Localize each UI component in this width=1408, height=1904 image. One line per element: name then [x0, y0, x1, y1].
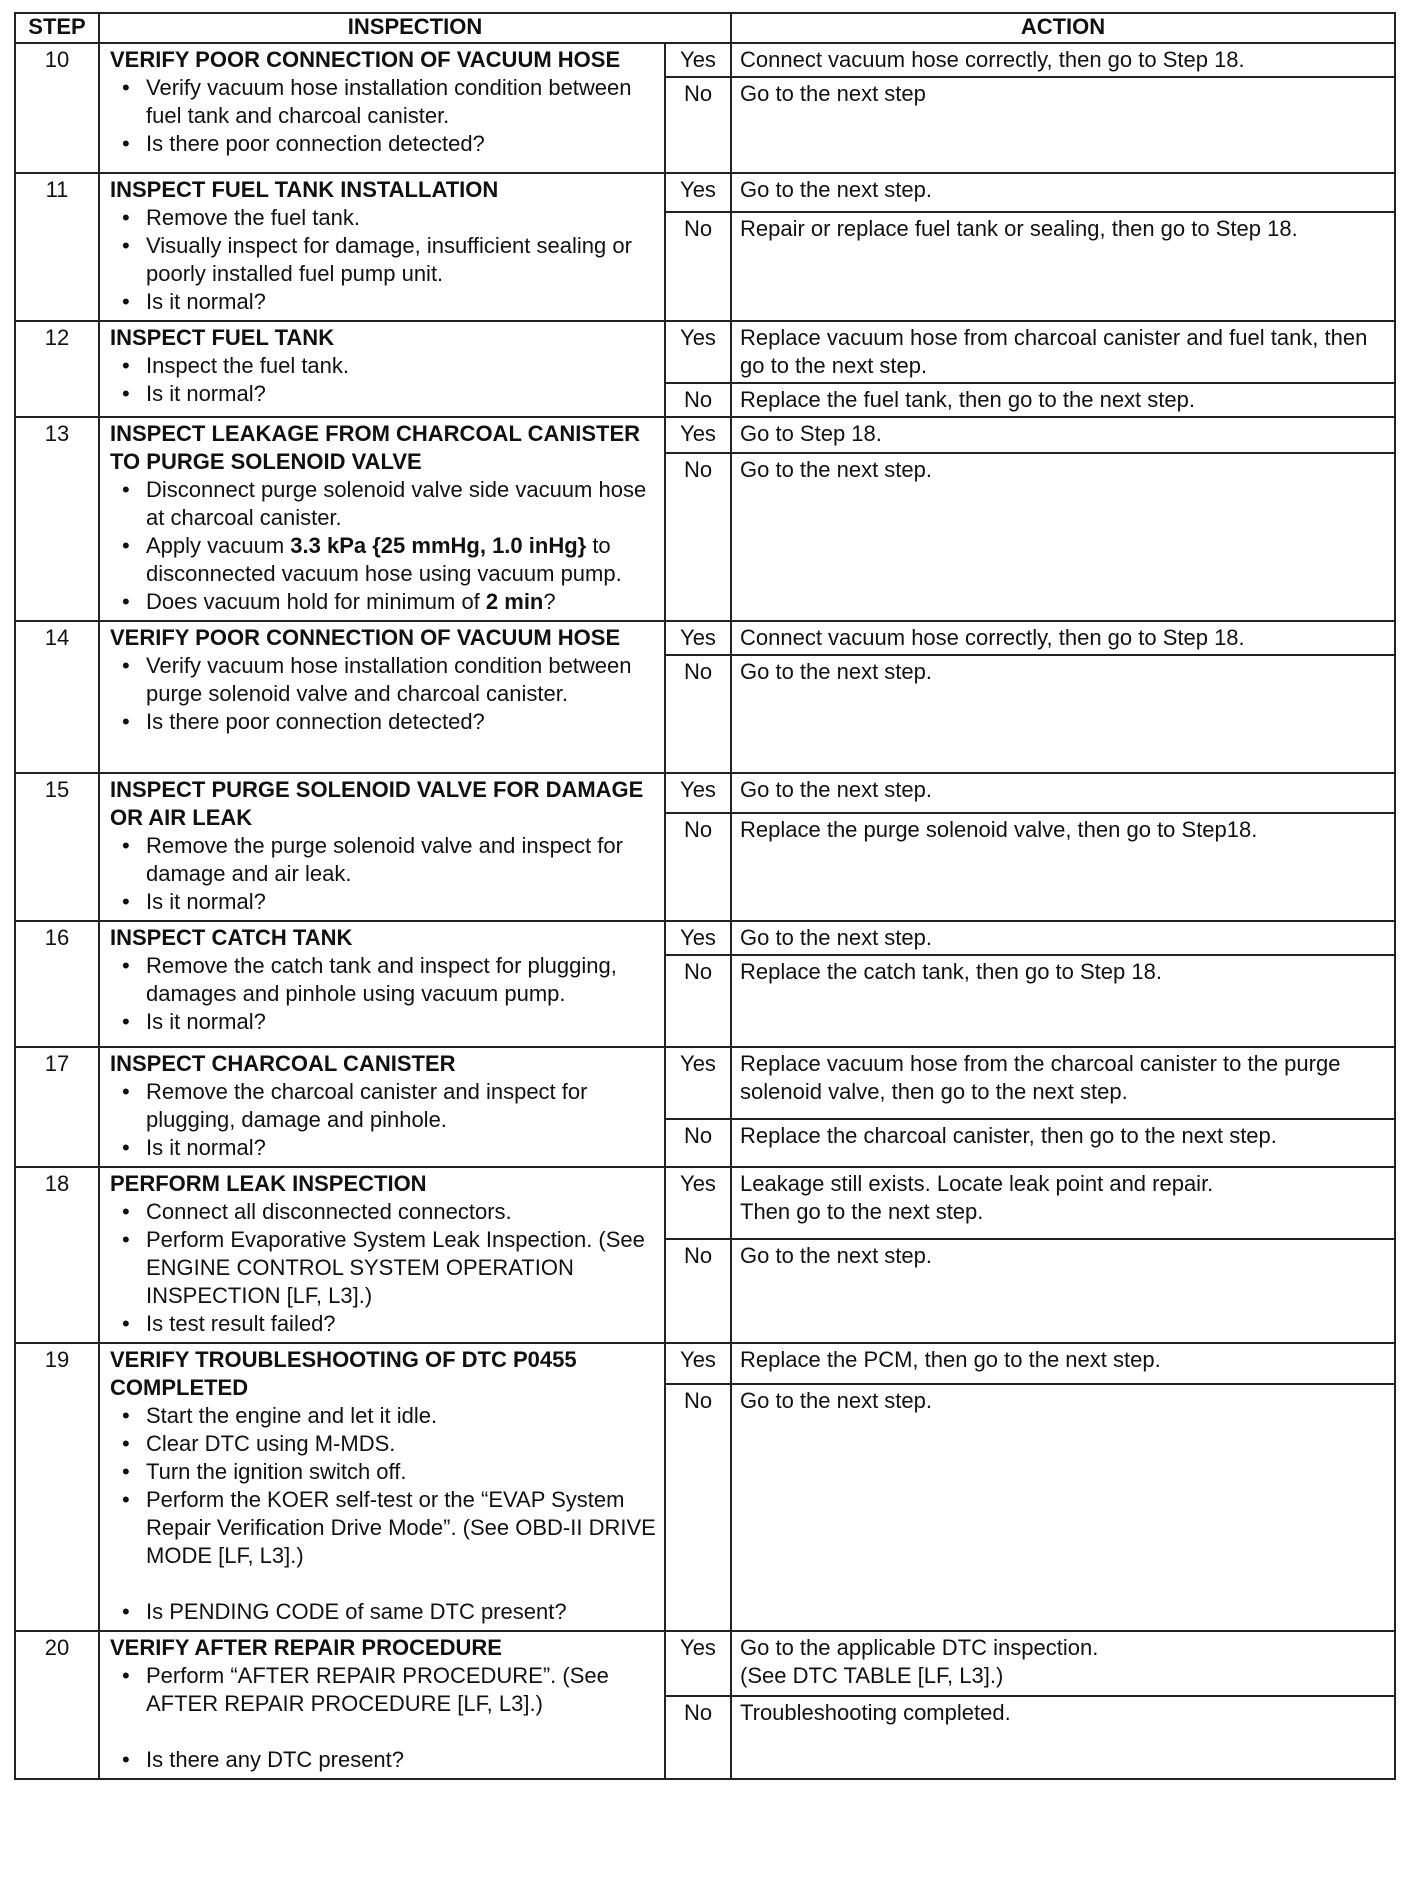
bullet-text: ? [543, 589, 556, 614]
yes-action-cell [731, 1167, 1395, 1239]
bullet: • Verify vacuum hose installation condition between fuel tank and charcoal canister. [146, 74, 656, 130]
step-18-yes-row [15, 1167, 1395, 1239]
step-11-yes-row [15, 173, 1395, 212]
step-12-yes-row [15, 321, 1395, 383]
yes-action: Leakage still exists. Locate leak point and repair. [740, 1171, 1214, 1196]
no-label: No [665, 955, 731, 1047]
troubleshooting-table [14, 12, 1396, 1780]
step-number: 13 [15, 417, 99, 621]
header-action: ACTION [731, 13, 1395, 43]
no-label: No [665, 655, 731, 773]
inspection-title: INSPECT CATCH TANK [110, 925, 353, 950]
bullet-text: to disconnected vacuum hose using vacuum pump. [146, 533, 622, 586]
no-action: Repair or replace fuel tank or sealing, then go to Step 18. [731, 212, 1395, 321]
bullet: • Perform Evaporative System Leak Inspection. (See ENGINE CONTROL SYSTEM OPERATION INSPECTION [LF, L3].) [146, 1226, 656, 1310]
bullet: • Verify vacuum hose installation condition between purge solenoid valve and charcoal canister. [146, 652, 656, 708]
yes-label: Yes [665, 321, 731, 383]
inspection-cell [99, 321, 665, 417]
yes-label: Yes [665, 1343, 731, 1384]
no-label: No [665, 813, 731, 921]
yes-action-line2: (See DTC TABLE [LF, L3].) [740, 1663, 1004, 1688]
no-label: No [665, 77, 731, 173]
bullet: • Is it normal? [146, 1008, 656, 1036]
inspection-bullets [110, 1198, 656, 1338]
no-action: Go to the next step. [731, 1384, 1395, 1631]
inspection-title: VERIFY POOR CONNECTION OF VACUUM HOSE [110, 625, 621, 650]
no-action: Replace the charcoal canister, then go to the next step. [731, 1119, 1395, 1167]
document-page [14, 12, 1394, 1780]
inspection-title: INSPECT FUEL TANK [110, 325, 335, 350]
step-10-yes-row [15, 43, 1395, 77]
step-number: 17 [15, 1047, 99, 1167]
inspection-cell [99, 1167, 665, 1343]
bullet: • Start the engine and let it idle. [146, 1402, 656, 1430]
step-15-yes-row [15, 773, 1395, 813]
step-number: 16 [15, 921, 99, 1047]
yes-label: Yes [665, 43, 731, 77]
yes-label: Yes [665, 173, 731, 212]
inspection-cell [99, 621, 665, 773]
bullet: • Is test result failed? [146, 1310, 656, 1338]
vacuum-spec: 3.3 kPa {25 mmHg, 1.0 inHg} [290, 533, 587, 558]
time-spec: 2 min [485, 589, 544, 614]
step-19-yes-row [15, 1343, 1395, 1384]
inspection-bullets [110, 476, 656, 616]
bullet: • Remove the purge solenoid valve and inspect for damage and air leak. [146, 832, 656, 888]
inspection-cell [99, 773, 665, 921]
bullet [146, 588, 656, 616]
yes-action-cell [731, 1631, 1395, 1696]
bullet: • Is it normal? [146, 1134, 656, 1162]
bullet: • Is there poor connection detected? [146, 130, 656, 158]
bullet: • Perform “AFTER REPAIR PROCEDURE”. (See AFTER REPAIR PROCEDURE [LF, L3].) [146, 1662, 656, 1718]
inspection-bullets [110, 1402, 656, 1626]
inspection-bullets [110, 352, 656, 408]
inspection-bullets [110, 74, 656, 158]
yes-action: Replace vacuum hose from charcoal canister and fuel tank, then go to the next step. [731, 321, 1395, 383]
no-action: Replace the purge solenoid valve, then go to Step18. [731, 813, 1395, 921]
yes-label: Yes [665, 921, 731, 955]
yes-action: Go to the applicable DTC inspection. [740, 1635, 1099, 1660]
bullet: • Clear DTC using M-MDS. [146, 1430, 656, 1458]
bullet: • Remove the catch tank and inspect for plugging, damages and pinhole using vacuum pump. [146, 952, 656, 1008]
inspection-bullets [110, 1662, 656, 1774]
step-16-yes-row [15, 921, 1395, 955]
yes-action-line2: Then go to the next step. [740, 1199, 984, 1224]
yes-label: Yes [665, 621, 731, 655]
bullet: • Remove the charcoal canister and inspect for plugging, damage and pinhole. [146, 1078, 656, 1134]
no-label: No [665, 212, 731, 321]
step-20-yes-row [15, 1631, 1395, 1696]
bullet: • Remove the fuel tank. [146, 204, 656, 232]
inspection-cell [99, 1047, 665, 1167]
yes-label: Yes [665, 773, 731, 813]
no-label: No [665, 1384, 731, 1631]
step-number: 20 [15, 1631, 99, 1779]
step-number: 12 [15, 321, 99, 417]
inspection-bullets [110, 832, 656, 916]
inspection-cell [99, 43, 665, 173]
bullet: • Is there poor connection detected? [146, 708, 656, 736]
no-label: No [665, 1239, 731, 1343]
yes-action: Connect vacuum hose correctly, then go to Step 18. [731, 621, 1395, 655]
header-step: STEP [15, 13, 99, 43]
inspection-cell [99, 1631, 665, 1779]
yes-label: Yes [665, 417, 731, 453]
yes-action: Replace vacuum hose from the charcoal canister to the purge solenoid valve, then go to the next step. [731, 1047, 1395, 1119]
yes-action: Connect vacuum hose correctly, then go to Step 18. [731, 43, 1395, 77]
bullet: • Perform the KOER self-test or the “EVAP System Repair Verification Drive Mode”. (See OBD-II DRIVE MODE [LF, L3].) [146, 1486, 656, 1570]
step-number: 11 [15, 173, 99, 321]
bullet: • Is it normal? [146, 888, 656, 916]
no-action: Replace the catch tank, then go to Step 18. [731, 955, 1395, 1047]
bullet: • Inspect the fuel tank. [146, 352, 656, 380]
inspection-cell [99, 921, 665, 1047]
inspection-title: INSPECT FUEL TANK INSTALLATION [110, 177, 499, 202]
inspection-title: INSPECT CHARCOAL CANISTER [110, 1051, 456, 1076]
step-number: 15 [15, 773, 99, 921]
yes-action: Go to the next step. [731, 773, 1395, 813]
bullet-text: Does vacuum hold for minimum of [146, 589, 486, 614]
no-label: No [665, 1119, 731, 1167]
bullet [146, 532, 656, 588]
no-label: No [665, 383, 731, 417]
bullet: • Is PENDING CODE of same DTC present? [146, 1598, 656, 1626]
inspection-bullets [110, 952, 656, 1036]
yes-label: Yes [665, 1047, 731, 1119]
yes-label: Yes [665, 1167, 731, 1239]
inspection-cell [99, 417, 665, 621]
bullet: • Turn the ignition switch off. [146, 1458, 656, 1486]
inspection-title: INSPECT PURGE SOLENOID VALVE FOR DAMAGE OR AIR LEAK [110, 777, 644, 830]
no-action: Go to the next step. [731, 453, 1395, 621]
inspection-title: PERFORM LEAK INSPECTION [110, 1171, 427, 1196]
inspection-title: INSPECT LEAKAGE FROM CHARCOAL CANISTER TO PURGE SOLENOID VALVE [110, 421, 641, 474]
step-17-yes-row [15, 1047, 1395, 1119]
yes-action: Replace the PCM, then go to the next step. [731, 1343, 1395, 1384]
no-label: No [665, 1696, 731, 1779]
bullet: • Visually inspect for damage, insufficient sealing or poorly installed fuel pump unit. [146, 232, 656, 288]
step-13-yes-row [15, 417, 1395, 453]
inspection-cell [99, 1343, 665, 1631]
yes-action: Go to Step 18. [731, 417, 1395, 453]
inspection-bullets [110, 1078, 656, 1162]
inspection-bullets [110, 204, 656, 316]
bullet-text: Apply vacuum [146, 533, 291, 558]
yes-action: Go to the next step. [731, 173, 1395, 212]
inspection-cell [99, 173, 665, 321]
inspection-title: VERIFY TROUBLESHOOTING OF DTC P0455 COMPLETED [110, 1347, 577, 1400]
step-14-yes-row [15, 621, 1395, 655]
inspection-title: VERIFY POOR CONNECTION OF VACUUM HOSE [110, 47, 621, 72]
bullet: • Disconnect purge solenoid valve side vacuum hose at charcoal canister. [146, 476, 656, 532]
table-header-row [15, 13, 1395, 43]
no-action: Go to the next step [731, 77, 1395, 173]
no-action: Troubleshooting completed. [731, 1696, 1395, 1779]
step-number: 14 [15, 621, 99, 773]
no-label: No [665, 453, 731, 621]
bullet: • Connect all disconnected connectors. [146, 1198, 656, 1226]
bullet: • Is it normal? [146, 288, 656, 316]
inspection-bullets [110, 652, 656, 736]
inspection-title: VERIFY AFTER REPAIR PROCEDURE [110, 1635, 502, 1660]
no-action: Go to the next step. [731, 655, 1395, 773]
header-inspection: INSPECTION [99, 13, 731, 43]
bullet: • Is there any DTC present? [146, 1746, 656, 1774]
bullet: • Is it normal? [146, 380, 656, 408]
step-number: 18 [15, 1167, 99, 1343]
no-action: Go to the next step. [731, 1239, 1395, 1343]
step-number: 19 [15, 1343, 99, 1631]
yes-action: Go to the next step. [731, 921, 1395, 955]
yes-label: Yes [665, 1631, 731, 1696]
no-action: Replace the fuel tank, then go to the next step. [731, 383, 1395, 417]
step-number: 10 [15, 43, 99, 173]
